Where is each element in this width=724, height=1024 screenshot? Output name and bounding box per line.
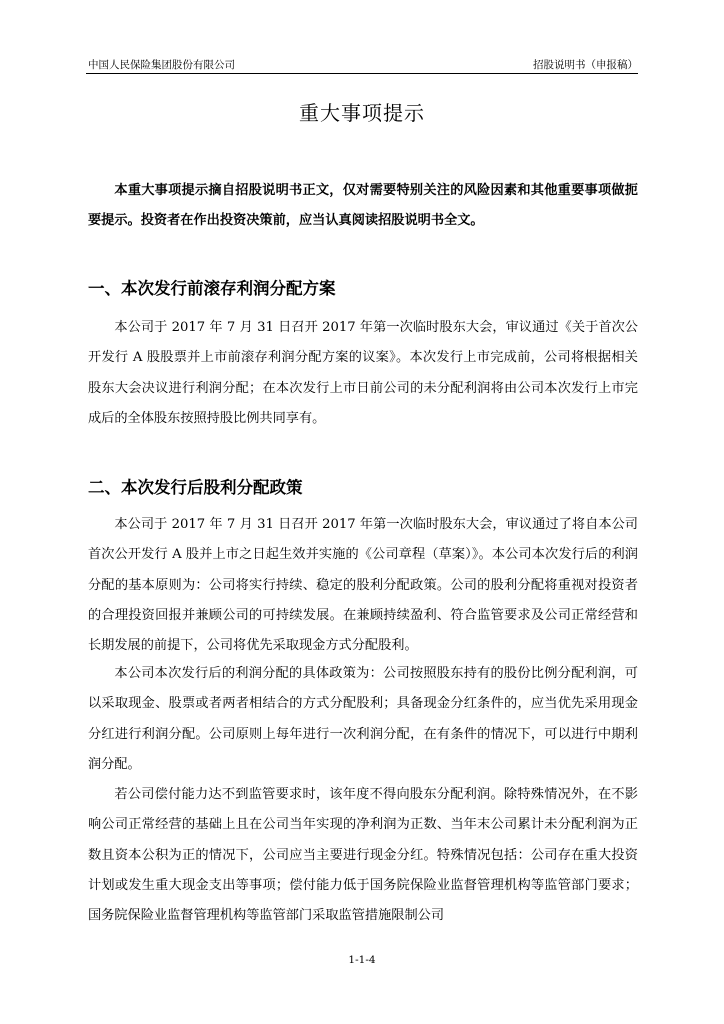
header-rule	[86, 73, 638, 74]
header-company-name: 中国人民保险集团股份有限公司	[88, 59, 235, 71]
section-2-heading: 二、本次发行后股利分配政策	[88, 478, 303, 497]
section-1-heading: 一、本次发行前滚存利润分配方案	[88, 279, 336, 298]
page-title: 重大事项提示	[299, 101, 425, 125]
header-document-type: 招股说明书（申报稿）	[533, 59, 638, 71]
section-2-paragraph-1: 本公司于 2017 年 7 月 31 日召开 2017 年第一次临时股东大会，审议通过了将自本公司首次公开发行 A 股并上市之日起生效并实施的《公司章程（草案）》。本公司本次发行后的利润分配的基本原则为：公司将实行持续、稳定的股利分配政策。公司的股利分配将重视对投资者的合理投资回报并兼顾公司的可持续发展。在兼顾持续盈利、符合监管要求及公司正常经营和长期发展的前提下，公司将优先采取现金方式分配股利。	[88, 517, 638, 654]
section-2-paragraph-2: 本公司本次发行后的利润分配的具体政策为：公司按照股东持有的股份比例分配利润，可以采取现金、股票或者两者相结合的方式分配股利；具备现金分红条件的，应当优先采用现金分红进行利润分配。公司原则上每年进行一次利润分配，在有条件的情况下，可以进行中期利润分配。	[88, 666, 638, 772]
section-2-paragraph-3: 若公司偿付能力达不到监管要求时，该年度不得向股东分配利润。除特殊情况外，在不影响公司正常经营的基础上且在公司当年实现的净利润为正数、当年末公司累计未分配利润为正数且资本公积为正的情况下，公司应当主要进行现金分红。特殊情况包括：公司存在重大投资计划或发生重大现金支出等事项；偿付能力低于国务院保险业监督管理机构等监管部门要求；国务院保险业监督管理机构等监管部门采取监管措施限制公司	[88, 787, 638, 924]
intro-paragraph: 本重大事项提示摘自招股说明书正文，仅对需要特别关注的风险因素和其他重要事项做扼要提示。投资者在作出投资决策前，应当认真阅读招股说明书全文。	[88, 183, 638, 228]
section-1-paragraph: 本公司于 2017 年 7 月 31 日召开 2017 年第一次临时股东大会，审议通过《关于首次公开发行 A 股股票并上市前滚存利润分配方案的议案》。本次发行上市完成前，公司将根据相关股东大会决议进行利润分配；在本次发行上市日前公司的未分配利润将由公司本次发行上市完成后的全体股东按照持股比例共同享有。	[88, 320, 638, 426]
page-number: 1-1-4	[348, 954, 376, 966]
